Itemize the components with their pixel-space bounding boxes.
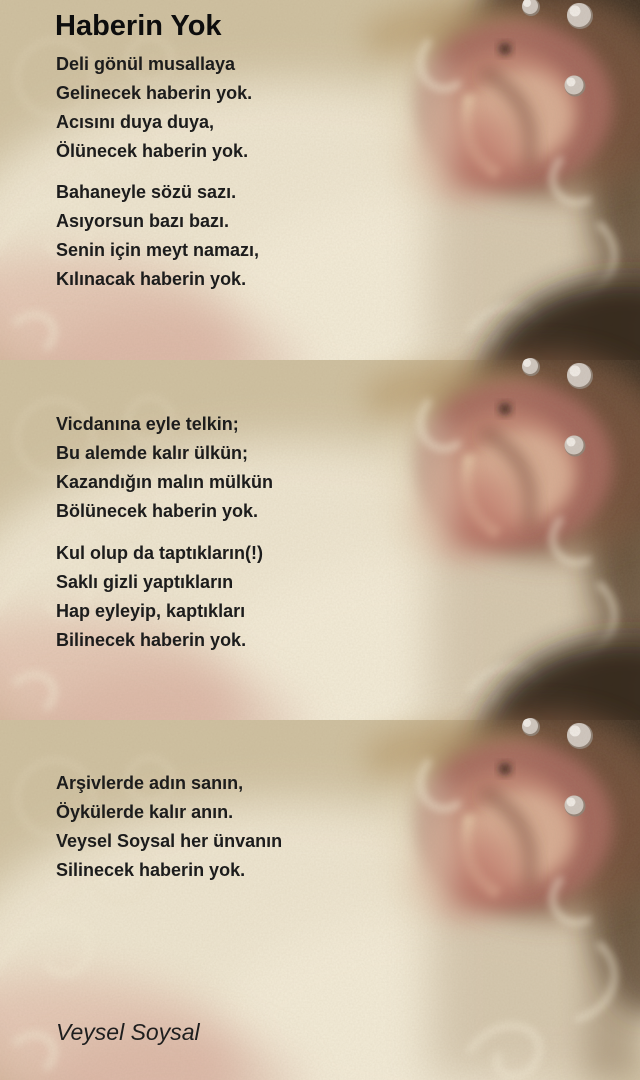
poem-line: Senin için meyt namazı,	[56, 240, 260, 260]
poem-line: Saklı gizli yaptıkların	[56, 572, 234, 592]
poem-line: Asıyorsun bazı bazı.	[56, 211, 230, 231]
poem-line: Vicdanına eyle telkin;	[56, 414, 239, 434]
poem-line: Veysel Soysal her ünvanın	[56, 831, 283, 851]
stanza-1	[56, 50, 252, 166]
stanza-3	[56, 410, 273, 526]
stanza-5	[56, 769, 282, 885]
poem-line: Bölünecek haberin yok.	[56, 501, 259, 521]
stanza-4	[56, 539, 263, 655]
poem-line: Kazandığın malın mülkün	[56, 472, 274, 492]
poem-line: Kılınacak haberin yok.	[56, 269, 247, 289]
poem-line: Kul olup da taptıkların(!)	[56, 543, 263, 563]
poem-title: Haberin Yok	[55, 10, 222, 42]
poem-line: Ölünecek haberin yok.	[56, 141, 249, 161]
poem-line: Acısını duya duya,	[56, 112, 215, 132]
stanza-2	[56, 178, 259, 294]
poem-line: Deli gönül musallaya	[56, 54, 236, 74]
poem-author: Veysel Soysal	[56, 1019, 200, 1045]
poem-line: Bu alemde kalır ülkün;	[56, 443, 249, 463]
poem-line: Bilinecek haberin yok.	[56, 630, 247, 650]
poem-line: Arşivlerde adın sanın,	[56, 773, 244, 793]
poem-line: Öykülerde kalır anın.	[56, 802, 234, 822]
poem-line: Silinecek haberin yok.	[56, 860, 246, 880]
poem-line: Gelinecek haberin yok.	[56, 83, 253, 103]
poem-line: Bahaneyle sözü sazı.	[56, 182, 237, 202]
poem-line: Hap eyleyip, kaptıkları	[56, 601, 246, 621]
